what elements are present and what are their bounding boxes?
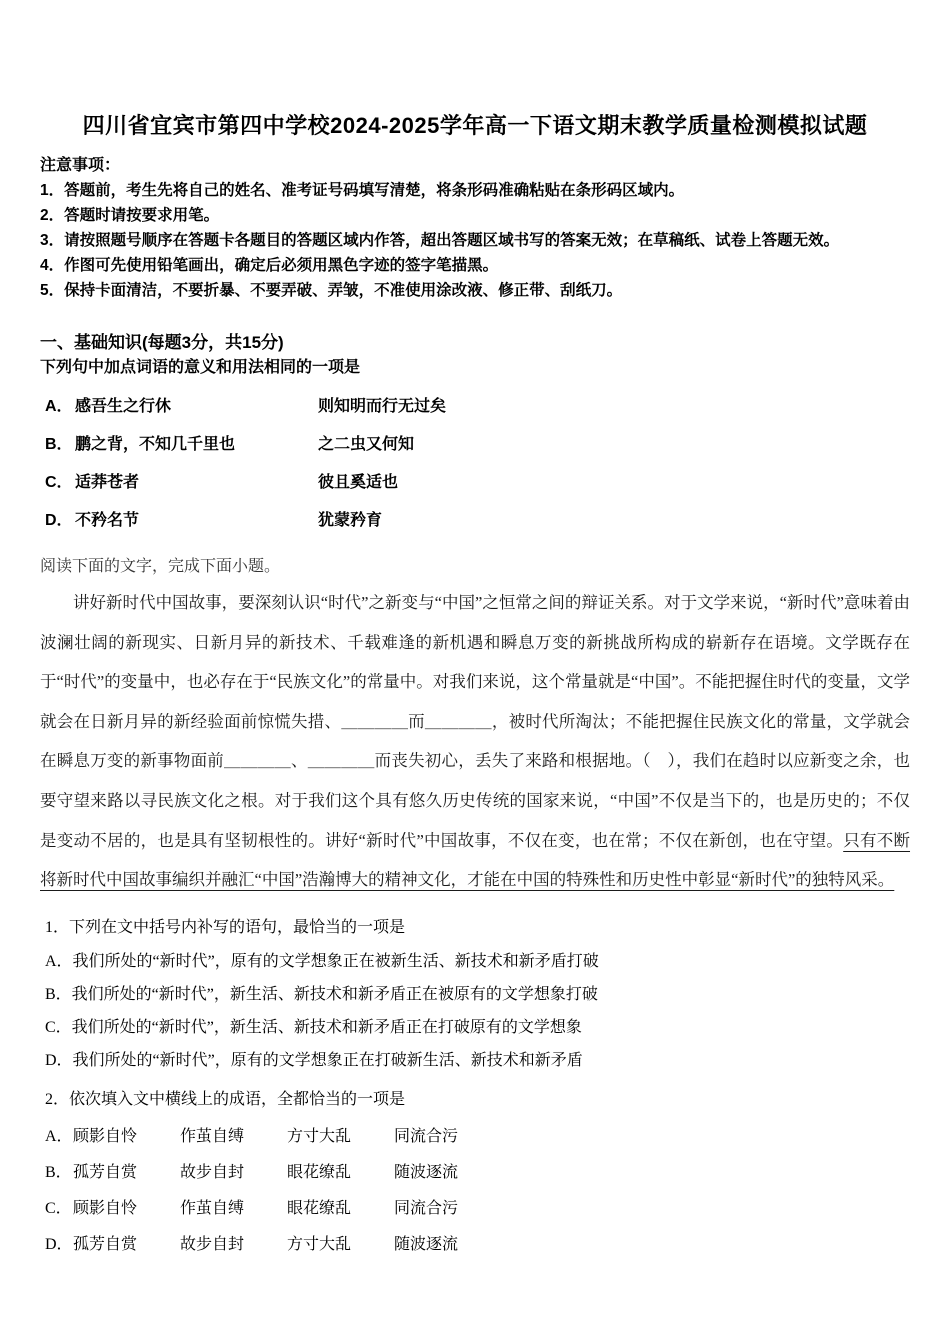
idiom-2: 作茧自缚 — [180, 1128, 245, 1146]
idiom-3: 方寸大乱 — [287, 1236, 352, 1254]
idiom-1: 孤芳自赏 — [73, 1236, 138, 1254]
q1-option-b: B．我们所处的“新时代”，新生活、新技术和新矛盾正在被原有的文学想象打破 — [45, 986, 598, 1004]
notice-item-2: 2．答题时请按要求用笔。 — [40, 207, 220, 224]
q1-option-c: C．我们所处的“新时代”，新生活、新技术和新矛盾正在打破原有的文学想象 — [45, 1019, 582, 1037]
question-2-options — [40, 1125, 910, 1256]
option-right-text: 之二虫又何知 — [318, 436, 415, 453]
notice-heading: 注意事项： — [40, 157, 121, 174]
option-left-text: 不矜名节 — [75, 512, 140, 529]
option-label: B． — [45, 436, 73, 453]
idiom-2: 作茧自缚 — [180, 1200, 245, 1218]
idiom-1: 顾影自怜 — [73, 1200, 138, 1218]
idiom-4: 同流合污 — [394, 1200, 459, 1218]
option-label: C． — [45, 474, 73, 491]
option-left-cell — [45, 433, 318, 457]
option-row-c — [40, 471, 910, 495]
option-left-cell — [45, 395, 318, 419]
idiom-1: 孤芳自赏 — [73, 1164, 138, 1182]
section-heading: 一、基础知识(每题3分，共15分) — [40, 333, 284, 352]
idiom-4: 同流合污 — [394, 1128, 459, 1146]
option-label: C． — [45, 1200, 72, 1218]
q2-option-d — [40, 1233, 910, 1256]
reading-intro: 阅读下面的文字，完成下面小题。 — [40, 558, 281, 575]
idiom-3: 眼花缭乱 — [287, 1164, 352, 1182]
idiom-2: 故步自封 — [180, 1236, 245, 1254]
q1-option-a: A．我们所处的“新时代”，原有的文学想象正在被新生活、新技术和新矛盾打破 — [45, 953, 599, 971]
question-1-options — [40, 950, 910, 1072]
option-row-a — [40, 395, 910, 419]
notice-item-4: 4．作图可先使用铅笔画出，确定后必须用黑色字迹的签字笔描黑。 — [40, 257, 499, 274]
passage-main-text: 讲好新时代中国故事，要深刻认识“时代”之新变与“中国”之恒常之间的辩证关系。对于文学来说，“新时代”意味着由波澜壮阔的新现实、日新月异的新技术、千载难逢的新机遇和瞬息万变的新挑战所构成的崭新存在语境。文学既存在于“时代”的变量中，也必存在于“民族文化”的常量中。对我们来说，这个常量就是“中国”。不能把握住时代的变量，文学就会在日新月异的新经验面前惊慌失措、＿＿＿＿而＿＿＿＿，被时代所淘汰；不能把握住民族文化的常量，文学就会在瞬息万变的新事物面前＿＿＿＿、＿＿＿＿而丧失初心，丢失了来路和根据地。（ ），我们在趋时以应新变之余，也要守望来路以寻民族文化之根。对于我们这个具有悠久历史传统的国家来说，“中国”不仅是当下的，也是历史的；不仅是变动不居的，也是具有坚韧根性的。讲好“新时代”中国故事，不仅在变，也在常；不仅在新创，也在守望。 — [40, 593, 910, 850]
notice-item-5: 5．保持卡面清洁，不要折暴、不要弄破、弄皱，不准使用涂改液、修正带、刮纸刀。 — [40, 282, 623, 299]
q2-option-b — [40, 1161, 910, 1184]
option-label: A． — [45, 1128, 73, 1146]
q2-option-a — [40, 1125, 910, 1148]
option-row-b — [40, 433, 910, 457]
idiom-3: 方寸大乱 — [287, 1128, 352, 1146]
option-label: D． — [45, 512, 73, 529]
option-label: B． — [45, 1164, 72, 1182]
page-title: 四川省宜宾市第四中学校2024-2025学年高一下语文期末教学质量检测模拟试题 — [82, 113, 868, 138]
option-label: A． — [45, 398, 73, 415]
option-right-text: 犹蒙矜育 — [318, 512, 383, 529]
question-2-stem: 2．依次填入文中横线上的成语，全都恰当的一项是 — [45, 1091, 406, 1109]
option-left-cell — [45, 471, 318, 495]
idiom-3: 眼花缭乱 — [287, 1200, 352, 1218]
option-row-d — [40, 509, 910, 533]
idiom-4: 随波逐流 — [394, 1164, 459, 1182]
notice-item-1: 1．答题前，考生先将自己的姓名、准考证号码填写清楚，将条形码准确粘贴在条形码区域内。 — [40, 182, 685, 199]
notice-item-3: 3．请按照题号顺序在答题卡各题目的答题区域内作答，超出答题区域书写的答案无效；在草稿纸、试卷上答题无效。 — [40, 232, 840, 249]
idiom-4: 随波逐流 — [394, 1236, 459, 1254]
idiom-1: 顾影自怜 — [73, 1128, 138, 1146]
idiom-2: 故步自封 — [180, 1164, 245, 1182]
option-right-text: 彼且奚适也 — [318, 474, 399, 491]
passage-underlined-text: 只有不断将新时代中国故事编织并融汇“中国”浩瀚博大的精神文化，才能在中国的特殊性和历史性中彰显“新时代”的独特风采。 — [40, 830, 911, 890]
option-label: D． — [45, 1236, 73, 1254]
option-left-text: 鹏之背，不知几千里也 — [75, 436, 236, 453]
reading-passage — [40, 583, 910, 900]
word-usage-question-stem: 下列句中加点词语的意义和用法相同的一项是 — [40, 359, 361, 376]
notice-block — [40, 154, 910, 303]
q2-option-c — [40, 1197, 910, 1220]
option-right-text: 则知明而行无过矣 — [318, 398, 447, 415]
option-left-cell — [45, 509, 318, 533]
option-left-text: 适莽苍者 — [75, 474, 140, 491]
q1-option-d: D．我们所处的“新时代”，原有的文学想象正在打破新生活、新技术和新矛盾 — [45, 1052, 583, 1070]
word-usage-options — [40, 395, 910, 533]
option-left-text: 感吾生之行休 — [75, 398, 172, 415]
question-1-stem: 1．下列在文中括号内补写的语句，最恰当的一项是 — [45, 919, 406, 937]
